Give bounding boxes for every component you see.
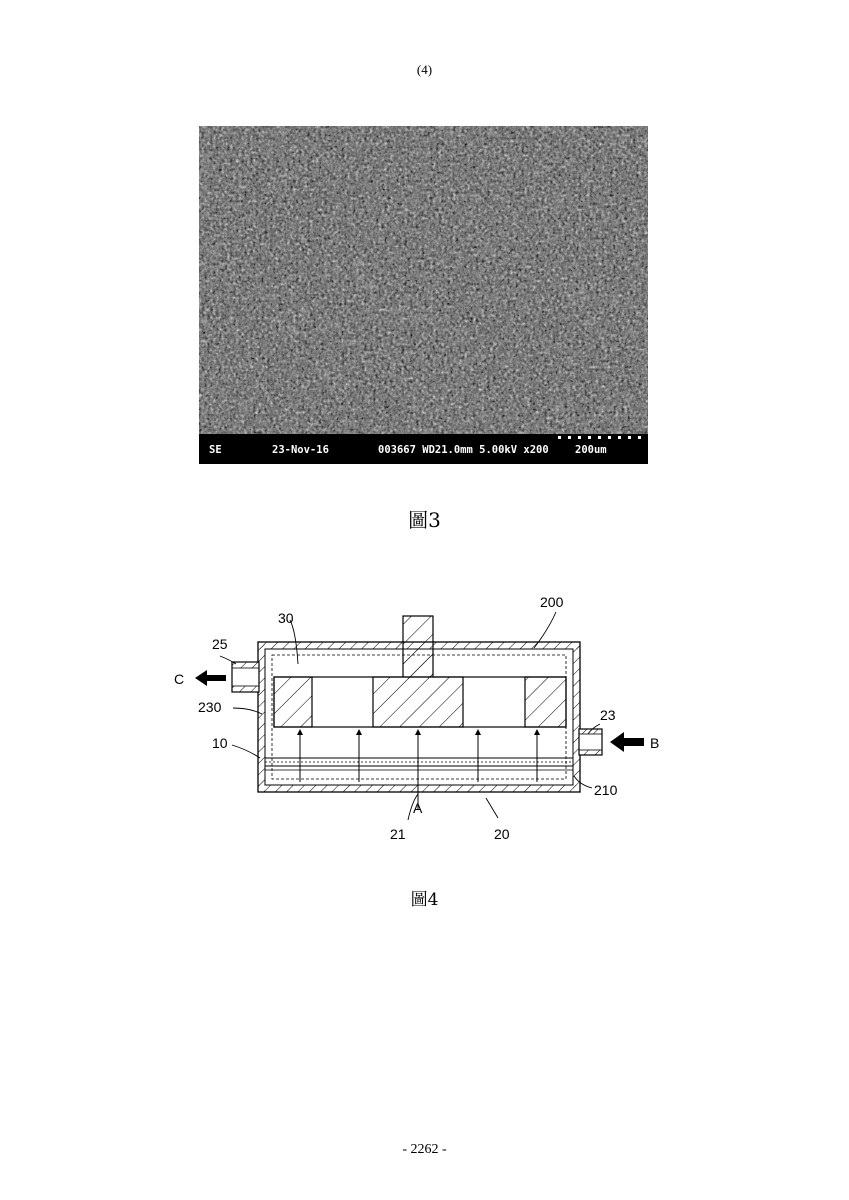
inflow-arrow-icon <box>610 732 644 752</box>
label-10: 10 <box>212 735 228 751</box>
label-210: 210 <box>594 782 618 798</box>
sem-info-bar <box>199 434 648 464</box>
sem-micrograph <box>199 126 648 464</box>
label-A: A <box>413 800 423 816</box>
figure4-caption: 圖4 <box>410 890 439 910</box>
membrane-layers <box>265 758 573 770</box>
label-B: B <box>650 735 660 751</box>
page-label: (4) <box>416 62 433 77</box>
sem-mode: SE <box>209 444 222 456</box>
scale-bar-dots <box>558 436 648 439</box>
sem-texture <box>199 126 648 434</box>
sem-scale: 200um <box>575 444 607 456</box>
label-20: 20 <box>494 826 510 842</box>
outlet-port <box>232 662 259 692</box>
label-23: 23 <box>600 707 616 723</box>
label-30: 30 <box>278 610 294 626</box>
outflow-arrow-icon <box>195 670 226 686</box>
label-25: 25 <box>212 636 228 652</box>
sem-settings: 003667 WD21.0mm 5.00kV x200 <box>378 444 549 456</box>
label-C: C <box>174 671 185 687</box>
label-200: 200 <box>540 594 564 610</box>
device-schematic <box>160 590 680 860</box>
flow-arrows <box>300 732 537 810</box>
label-21: 21 <box>390 826 406 842</box>
sem-date: 23-Nov-16 <box>272 444 329 456</box>
page-number: - 2262 - <box>402 1142 447 1157</box>
block-assembly <box>274 649 566 727</box>
inlet-port <box>579 729 602 755</box>
label-230: 230 <box>198 699 222 715</box>
figure3-caption: 圖3 <box>408 508 441 532</box>
